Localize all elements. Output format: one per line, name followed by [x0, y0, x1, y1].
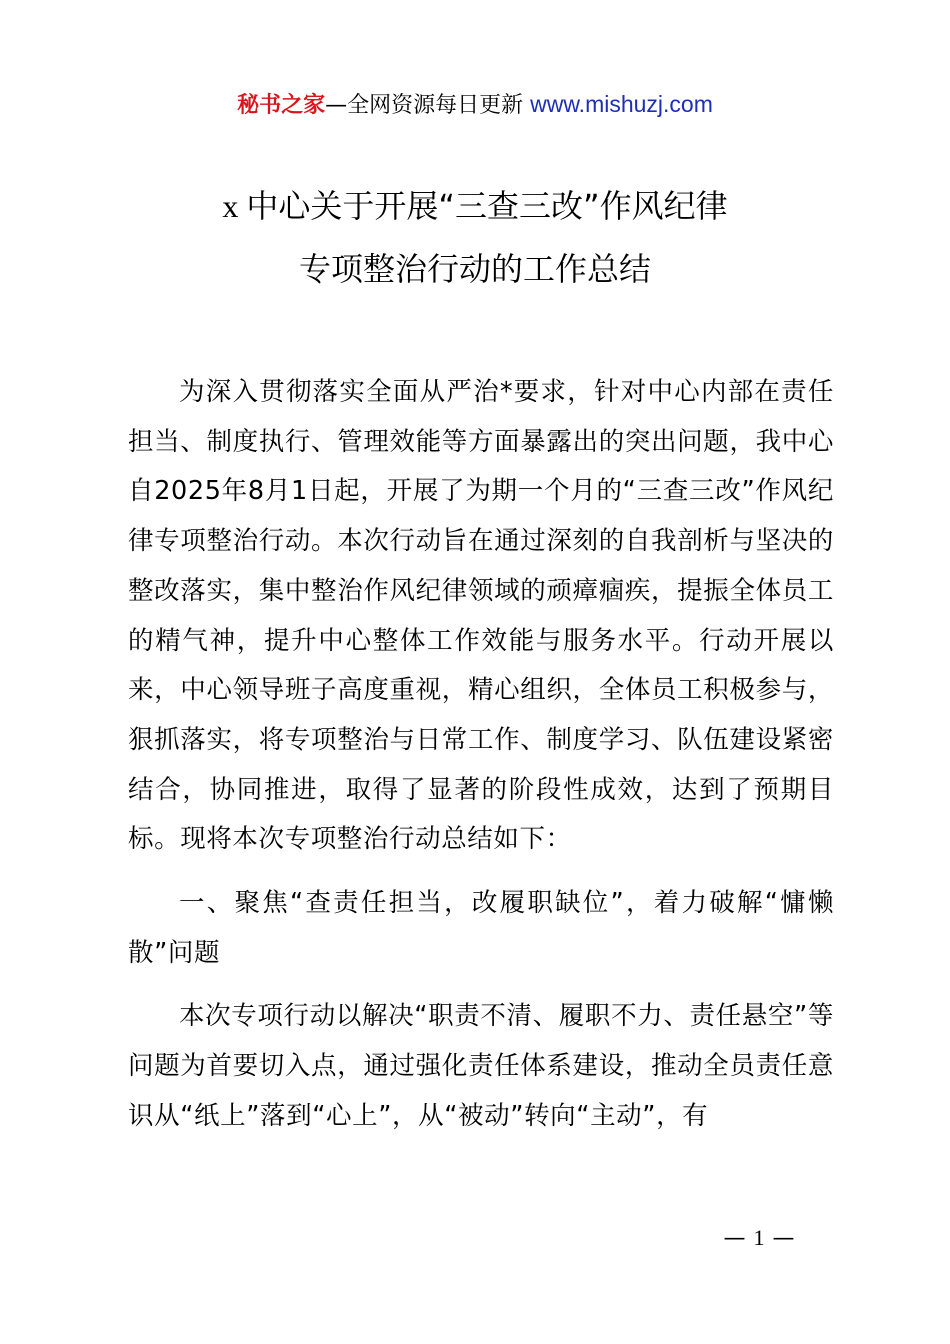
header-tagline: —全网资源每日更新: [325, 93, 531, 118]
website-link[interactable]: www.mishuzj.com: [530, 91, 713, 117]
page-number-footer: [718, 1222, 800, 1255]
intro-paragraph: 为深入贯彻落实全面从严治*要求，针对中心内部在责任担当、制度执行、管理效能等方面暴露出的突出问题，我中心自2025年8月1日起，开展了为期一个月的“三查三改”作风纪律专项整治行动。本次行动旨在通过深刻的自我剖析与坚决的整改落实，集中整治作风纪律领域的顽瘴痼疾，提振全体员工的精气神，提升中心整体工作效能与服务水平。行动开展以来，中心领导班子高度重视，精心组织，全体员工积极参与，狠抓落实，将专项整治与日常工作、制度学习、队伍建设紧密结合，协同推进，取得了显著的阶段性成效，达到了预期目标。现将本次专项整治行动总结如下：: [128, 377, 834, 855]
section-1-heading: 一、聚焦“查责任担当，改履职缺位”，着力破解“慵懒散”问题: [128, 888, 834, 968]
title-line-1-text: 中心关于开展“三查三改”作风纪律: [246, 187, 728, 225]
document-body: [128, 368, 834, 1142]
page-dash-left: —: [723, 1226, 746, 1251]
brand-name: 秘书之家: [237, 93, 326, 118]
document-title-line-2: 专项整治行动的工作总结: [298, 250, 651, 288]
page-header: [0, 88, 950, 122]
page-dash-right: —: [772, 1226, 795, 1251]
page-number: 1: [753, 1225, 765, 1250]
document-title-line-1: [0, 184, 950, 228]
section-1-paragraph: 本次专项行动以解决“职责不清、履职不力、责任悬空”等问题为首要切入点，通过强化责任体系建设，推动全员责任意识从“纸上”落到“心上”，从“被动”转向“主动”，有: [128, 1001, 834, 1131]
title-prefix: x: [222, 188, 247, 224]
